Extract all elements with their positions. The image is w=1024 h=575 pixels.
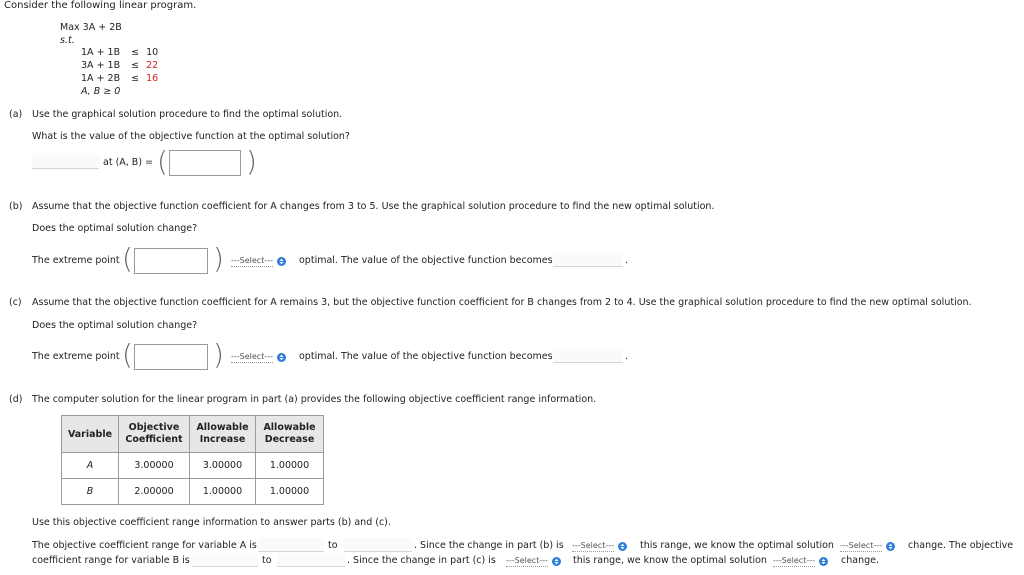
select-text: ---Select--- <box>572 540 614 550</box>
header-allowable-increase: Allowable Increase <box>190 416 256 453</box>
part-c-after-select: optimal. The value of the objective function becomes <box>299 351 553 362</box>
part-c-select[interactable] <box>231 350 286 364</box>
part-c-label: (c) <box>9 297 22 308</box>
range-a-text: The objective coefficient range for variable A is <box>32 540 257 551</box>
objective-value-input[interactable] <box>32 155 99 169</box>
constraint-lhs: 1A + 2B <box>81 73 121 84</box>
part-b-after-select: optimal. The value of the objective function becomes <box>299 255 553 266</box>
constraint-lhs: 3A + 1B <box>81 60 121 71</box>
open-paren-b: ( <box>122 242 133 275</box>
part-b-extreme-label: The extreme point <box>32 255 120 266</box>
range-c-conclusion: this range, we know the optimal solution <box>573 555 767 566</box>
constraint-rhs: 16 <box>146 73 159 84</box>
range-b-lower-input[interactable] <box>192 553 258 567</box>
part-b-select[interactable] <box>231 254 286 268</box>
part-a-question: What is the value of the objective function at the optimal solution? <box>32 131 350 142</box>
change-c-text: . Since the change in part (c) is <box>347 555 496 566</box>
use-info-text: Use this objective coefficient range information to answer parts (b) and (c). <box>32 517 391 528</box>
range-a-upper-input[interactable] <box>344 538 412 552</box>
header-objective-coefficient: Objective Coefficient <box>119 416 190 453</box>
header-variable: Variable <box>62 416 119 453</box>
cell-variable: A <box>62 453 119 479</box>
part-c-extreme-label: The extreme point <box>32 351 120 362</box>
change-c-within-select[interactable] <box>506 554 561 568</box>
part-b-label: (b) <box>9 201 23 212</box>
constraint-rel: ≤ <box>131 73 140 84</box>
at-ab-label: at (A, B) = <box>103 157 154 168</box>
part-c-extreme-input[interactable] <box>134 344 208 370</box>
close-paren-b: ) <box>213 242 224 275</box>
lp-constraint-2 <box>81 60 158 71</box>
lp-st: s.t. <box>60 35 75 46</box>
part-d-instruction: The computer solution for the linear program in part (a) provides the following objective coefficient range information. <box>32 394 597 405</box>
cell-allowable-decrease: 1.00000 <box>256 453 324 479</box>
select-text: ---Select--- <box>773 555 815 565</box>
close-paren-a: ) <box>246 145 257 178</box>
select-text: ---Select--- <box>840 540 882 550</box>
lp-nonneg: A, B ≥ 0 <box>81 86 121 97</box>
optimal-point-input[interactable] <box>169 150 241 176</box>
constraint-rhs: 10 <box>146 47 159 58</box>
change-b-text: . Since the change in part (b) is <box>414 540 564 551</box>
close-paren-c: ) <box>213 338 224 371</box>
range-b-to: to <box>262 555 272 566</box>
part-d-label: (d) <box>9 394 23 405</box>
part-b-period: . <box>625 255 629 266</box>
table-header-row <box>62 416 324 453</box>
cell-objective-coefficient: 2.00000 <box>119 479 190 505</box>
part-c-question: Does the optimal solution change? <box>32 320 198 331</box>
part-c-new-value-input[interactable] <box>553 349 623 363</box>
cell-variable: B <box>62 479 119 505</box>
open-paren-a: ( <box>157 145 168 178</box>
select-arrows-icon <box>618 542 627 551</box>
constraint-lhs: 1A + 1B <box>81 47 121 58</box>
line1-end-text: change. The objective <box>908 540 1014 551</box>
lp-constraint-1 <box>81 47 158 58</box>
select-text: ---Select--- <box>506 555 548 565</box>
range-b-upper-input[interactable] <box>277 553 345 567</box>
table-row <box>62 479 324 505</box>
change-c-optimal-select[interactable] <box>773 554 828 568</box>
part-b-new-value-input[interactable] <box>553 253 623 267</box>
part-c-period: . <box>625 351 629 362</box>
select-arrows-icon <box>277 353 286 362</box>
open-paren-c: ( <box>122 338 133 371</box>
select-text: ---Select--- <box>231 255 273 265</box>
select-arrows-icon <box>819 557 828 566</box>
range-a-to: to <box>328 540 338 551</box>
select-arrows-icon <box>552 557 561 566</box>
range-b-conclusion: this range, we know the optimal solution <box>640 540 834 551</box>
header-allowable-decrease: Allowable Decrease <box>256 416 324 453</box>
cell-allowable-increase: 3.00000 <box>190 453 256 479</box>
table-row <box>62 453 324 479</box>
part-a-instruction: Use the graphical solution procedure to find the optimal solution. <box>32 109 343 120</box>
constraint-rel: ≤ <box>131 60 140 71</box>
coefficient-range-table <box>61 415 324 505</box>
change-b-optimal-select[interactable] <box>840 539 895 553</box>
part-b-instruction: Assume that the objective function coefficient for A changes from 3 to 5. Use the graphical solution procedure to find the new optimal solution. <box>32 201 715 212</box>
constraint-rhs: 22 <box>146 60 159 71</box>
part-c-instruction: Assume that the objective function coefficient for A remains 3, but the objective function coefficient for B changes from 2 to 4. Use the graphical solution procedure to find the new optimal solution. <box>32 297 972 308</box>
lp-constraint-3 <box>81 73 158 84</box>
constraint-rel: ≤ <box>131 47 140 58</box>
range-b-text: coefficient range for variable B is <box>32 555 190 566</box>
cell-objective-coefficient: 3.00000 <box>119 453 190 479</box>
select-text: ---Select--- <box>231 351 273 361</box>
line2-end-text: change. <box>841 555 879 566</box>
select-arrows-icon <box>277 257 286 266</box>
intro-text: Consider the following linear program. <box>4 0 197 11</box>
cell-allowable-decrease: 1.00000 <box>256 479 324 505</box>
part-b-question: Does the optimal solution change? <box>32 223 198 234</box>
part-a-label: (a) <box>9 109 23 120</box>
select-arrows-icon <box>886 542 895 551</box>
change-b-within-select[interactable] <box>572 539 627 553</box>
lp-objective: Max 3A + 2B <box>60 22 122 33</box>
range-a-lower-input[interactable] <box>258 538 324 552</box>
cell-allowable-increase: 1.00000 <box>190 479 256 505</box>
part-b-extreme-input[interactable] <box>134 248 208 274</box>
